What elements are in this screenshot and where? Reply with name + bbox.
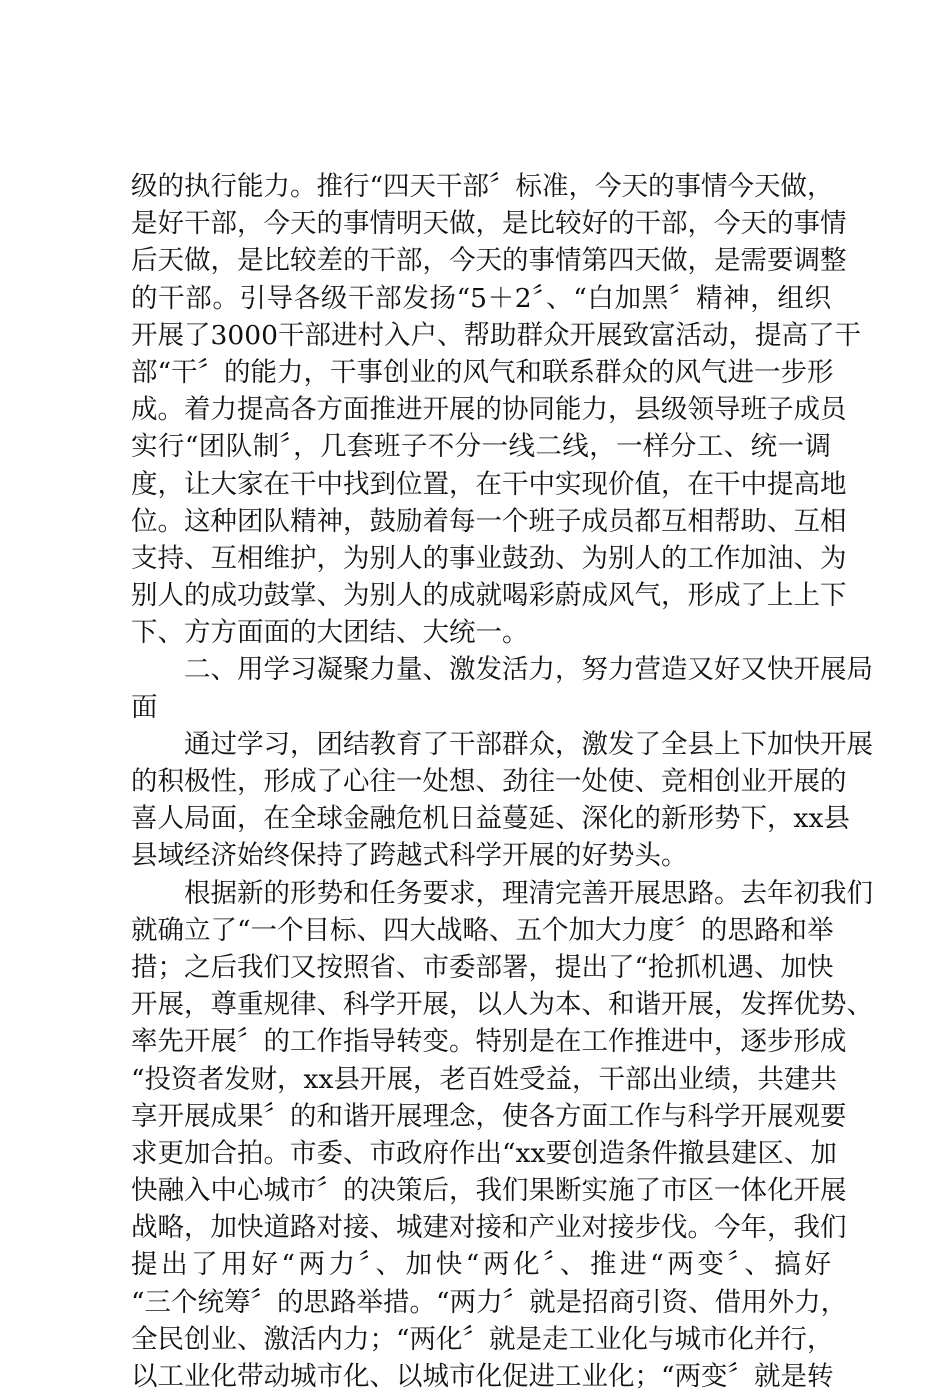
text-line: 部“干〞的能力，干事创业的风气和联系群众的风气进一步形 — [131, 356, 834, 388]
text-line: 度，让大家在干中找到位置，在干中实现价值，在干中提高地 — [131, 468, 847, 500]
text-line: 的积极性，形成了心往一处想、劲往一处使、竞相创业开展的 — [131, 766, 847, 797]
text-line: 后天做，是比较差的干部，今天的事情第四天做，是需要调整 — [131, 245, 847, 277]
text-line: 根据新的形势和任务要求，理清完善开展思路。去年初我们 — [131, 877, 873, 909]
text-line: 是好干部，今天的事情明天做，是比较好的干部，今天的事情 — [131, 208, 847, 240]
text-line: 成。着力提高各方面推进开展的协同能力，县级领导班子成员 — [131, 394, 847, 426]
text-line: “投资者发财，xx县开展，老百姓受益，干部出业绩，共建共 — [131, 1063, 837, 1095]
text-line: 快融入中心城市〞的决策后，我们果断实施了市区一体化开展 — [131, 1175, 847, 1207]
text-line: 级的执行能力。推行“四天干部〞标准，今天的事情今天做， — [131, 171, 834, 202]
text-line: 以工业化带动城市化、以城市化促进工业化；“两变〞就是转 — [131, 1361, 834, 1392]
text-line: 全民创业、激活内力；“两化〞就是走工业化与城市化并行， — [131, 1323, 834, 1355]
text-line: 享开展成果〞的和谐开展理念，使各方面工作与科学开展观要 — [131, 1100, 847, 1132]
text-line: 率先开展〞的工作指导转变。特别是在工作推进中，逐步形成 — [131, 1026, 847, 1058]
text-line: 战略，加快道路对接、城建对接和产业对接步伐。今年，我们 — [131, 1212, 847, 1244]
text-line: 下、方方面面的大团结、大统一。 — [131, 617, 529, 649]
text-line: 措；之后我们又按照省、市委部署，提出了“抢抓机遇、加快 — [131, 951, 834, 983]
text-line: 县域经济始终保持了跨越式科学开展的好势头。 — [131, 840, 688, 872]
section-heading-line: 二、用学习凝聚力量、激发活力，努力营造又好又快开展局 — [131, 654, 873, 686]
text-line: 开展，尊重规律、科学开展，以人为本、和谐开展，发挥优势、 — [131, 989, 873, 1021]
document-body — [131, 168, 873, 1395]
text-line: 位。这种团队精神，鼓励着每一个班子成员都互相帮助、互相 — [131, 505, 847, 537]
text-line: 喜人局面，在全球金融危机日益蔓延、深化的新形势下，xx县 — [131, 803, 850, 835]
text-line: 实行“团队制〞，几套班子不分一线二线，一样分工、统一调 — [131, 431, 831, 463]
text-line: 开展了3000干部进村入户、帮助群众开展致富活动，提高了干 — [131, 319, 861, 351]
text-line: 提出了用好“两力〞、加快“两化〞、推进“两变〞、搞好 — [131, 1249, 831, 1281]
text-line: “三个统筹〞的思路举措。“两力〞就是招商引资、借用外力， — [131, 1286, 848, 1318]
text-line: 求更加合拍。市委、市政府作出“xx要创造条件撤县建区、加 — [131, 1137, 837, 1169]
text-line: 通过学习，团结教育了干部群众，激发了全县上下加快开展 — [131, 728, 873, 760]
text-line: 支持、互相维护，为别人的事业鼓劲、为别人的工作加油、为 — [131, 542, 847, 574]
text-line: 就确立了“一个目标、四大战略、五个加大力度〞的思路和举 — [131, 914, 834, 946]
text-line: 的干部。引导各级干部发扬“5＋2〞、“白加黑〞精神，组织 — [131, 282, 831, 314]
text-line: 别人的成功鼓掌、为别人的成就喝彩蔚成风气，形成了上上下 — [131, 580, 847, 612]
section-heading-line: 面 — [131, 691, 158, 723]
